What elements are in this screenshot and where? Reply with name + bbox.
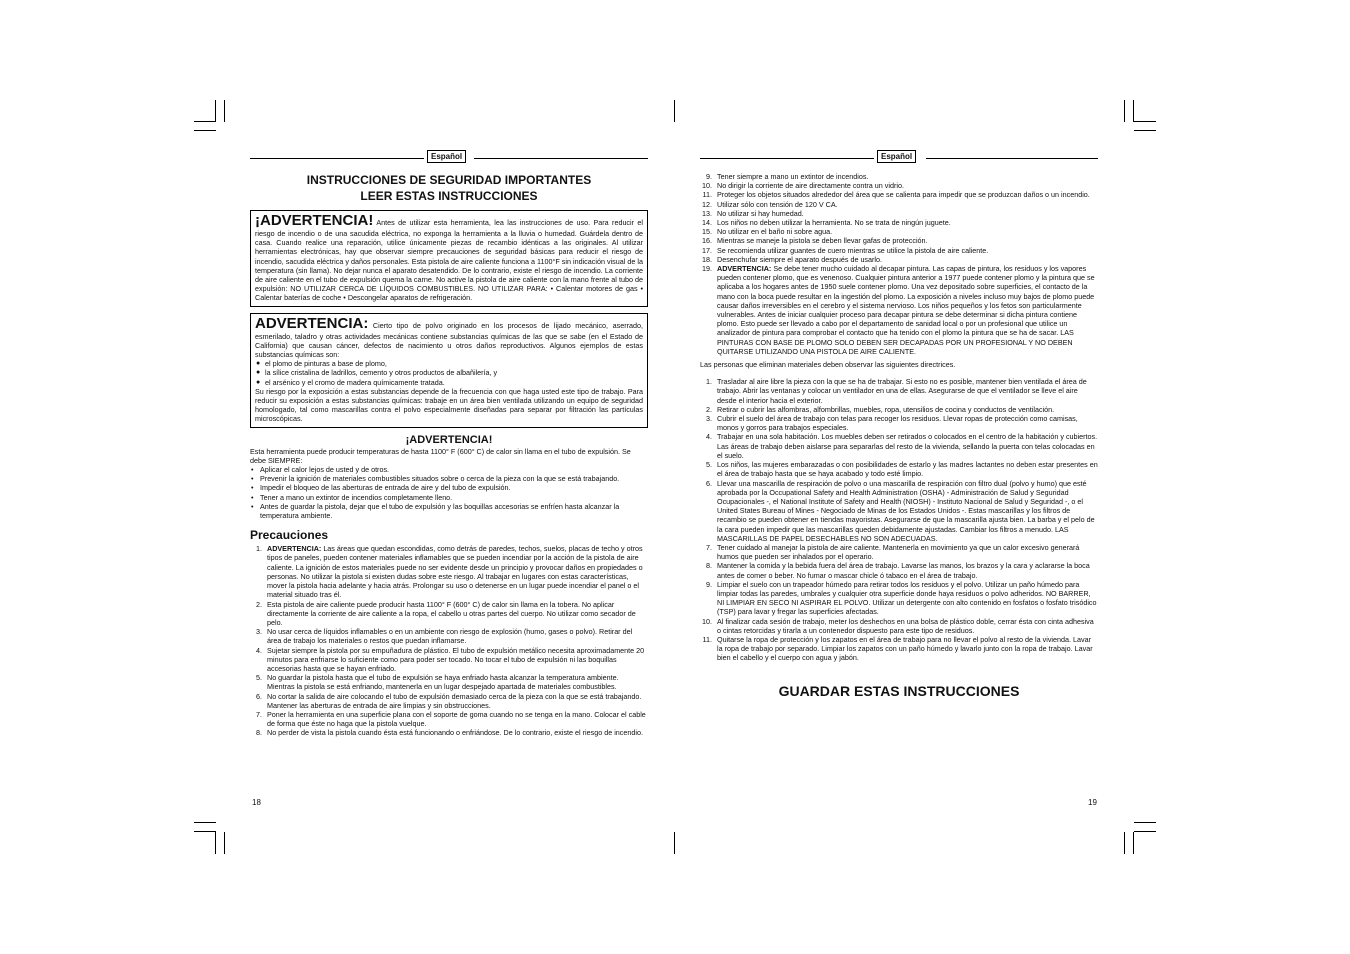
warning-heading: ¡ADVERTENCIA! xyxy=(405,433,493,446)
header-rule xyxy=(700,158,874,159)
list-item xyxy=(700,246,1098,255)
item-text: Trabajar en una sola habitación. Los muebles deben ser retirados o colocados en el centro de la habitación y cubiertos. Las áreas de trabajo deben aislarse para separarlas del resto de la vivienda, sellando la puerta con telas colocadas en el suelo. xyxy=(717,432,1098,460)
item-number: 13. xyxy=(702,208,712,218)
page-number: 18 xyxy=(252,798,261,807)
list-item xyxy=(700,635,1098,663)
rules-list xyxy=(700,172,1098,356)
section-title xyxy=(250,172,648,204)
item-number: 4. xyxy=(706,432,712,442)
item-number: 10. xyxy=(702,181,712,191)
item-number: 9. xyxy=(706,579,712,589)
header-rule xyxy=(250,158,424,159)
item-text: No perder de vista la pistola cuando ésta está funcionando o enfriándose. De lo contrario, existe el riesgo de incendio. xyxy=(267,728,643,738)
item-number: 10. xyxy=(702,616,712,626)
closing-title: GUARDAR ESTAS INSTRUCCIONES xyxy=(778,682,1020,699)
page-18 xyxy=(250,150,648,738)
always-list xyxy=(250,465,648,520)
list-item: • Impedir el bloqueo de las aberturas de entrada de aire y del tubo de expulsión. xyxy=(260,483,648,492)
item-number: 7. xyxy=(706,542,712,552)
list-item xyxy=(700,255,1098,264)
title-line: LEER ESTAS INSTRUCCIONES xyxy=(360,189,538,203)
item-number: 5. xyxy=(706,460,712,470)
warning-intro: Esta herramienta puede producir temperaturas de hasta 1100° F (600° C) de calor sin llama en el tubo de expulsión. Se debe SIEMPRE: xyxy=(250,446,631,465)
language-tag: Español xyxy=(427,150,466,163)
crop-mark xyxy=(194,121,216,122)
list-item xyxy=(700,236,1098,245)
item-number: 18. xyxy=(702,254,712,264)
crop-mark xyxy=(1134,130,1156,131)
crop-mark xyxy=(194,822,216,823)
item-text: Al finalizar cada sesión de trabajo, meter los deshechos en una bolsa de plástico doble, cerrar ésta con cinta adhesiva o cintas retorcidas y tirarla a un contenedor dispuesto para este tipo de residuos. xyxy=(717,616,1094,635)
header-rule xyxy=(474,158,648,159)
item-number: 1. xyxy=(256,544,262,554)
list-item xyxy=(700,617,1098,635)
item-text: Limpiar el suelo con un trapeador húmedo para retirar todos los residuos y el polvo. Utilizar un paño húmedo para limpiar todas las paredes, umbrales y cualquier otra superficie donde haya residuos o polvo adheridos. NO BARRER, NI LIMPIAR EN SECO NI ASPIRAR EL POLVO. Utilizar un detergente con alto contenido en fosfatos o fosfato trisódico (TSP) para lavar y fregar las superficies afectadas. xyxy=(717,579,1097,617)
crop-mark xyxy=(1133,832,1134,854)
item-text: Los niños, las mujeres embarazadas o con posibilidades de estarlo y las madres lactantes no deben estar presentes en el área de trabajo hasta que se haya acabado y todo esté limpio. xyxy=(717,460,1098,479)
title-line: INSTRUCCIONES DE SEGURIDAD IMPORTANTES xyxy=(306,173,592,187)
list-item xyxy=(250,646,648,674)
list-item xyxy=(700,479,1098,543)
list-item xyxy=(700,190,1098,199)
precautions-list xyxy=(250,544,648,737)
item-text: No guardar la pistola hasta que el tubo de expulsión se haya enfriado hasta alcanzar la temperatura ambiente. Mientras la pistola se está enfriando, mantenerla en un lugar despejado apartada de materiales combustibles. xyxy=(267,673,619,692)
item-number: 12. xyxy=(702,199,712,209)
item-number: 1. xyxy=(706,377,712,387)
list-item xyxy=(700,200,1098,209)
item-text: Desenchufar siempre el aparato después de usarlo. xyxy=(717,254,883,264)
item-number: 8. xyxy=(706,561,712,571)
list-item xyxy=(700,209,1098,218)
list-item xyxy=(250,710,648,728)
list-item: ● el arsénico y el cromo de madera químicamente tratada. xyxy=(265,378,643,387)
item-number: 7. xyxy=(256,709,262,719)
list-item xyxy=(700,218,1098,227)
page-19 xyxy=(700,150,1098,699)
warning-heading: ADVERTENCIA: xyxy=(255,314,369,332)
list-item xyxy=(700,432,1098,460)
list-item xyxy=(250,673,648,691)
list-item xyxy=(700,460,1098,478)
page-number: 19 xyxy=(1088,798,1097,807)
list-item xyxy=(700,405,1098,414)
item-number: 9. xyxy=(706,172,712,181)
list-item xyxy=(250,600,648,628)
item-text: Se debe tener mucho cuidado al decapar pintura. Las capas de pintura, los residuos y los vapores pueden contener plomo, que es venenoso. Cualquier pintura anterior a 1977 puede contener plomo y la pintura que se aplicaba a los hogares antes de 1950 suele contener plomo. Una vez depositado sobre superficies, el contacto de la mano con la boca puede resultar en la ingestión del plomo. La exposición a niveles incluso muy bajos de plomo puede causar daños irreversibles en el cerebro y el sistema nervioso. Los niños pequeños y los fetos son particularmente vulnerables. Antes de iniciar cualquier proceso para decapar pintura se debe determinar si dicha pintura contiene plomo. Esto puede ser llevado a cabo por el departamento de sanidad local o por un profesional que utilice un analizador de pintura para comprobar el contacto que ha tenido con el plomo la pintura que se ha de sacar. LAS PINTURAS CON BASE DE PLOMO SOLO DEBEN SER DECAPADAS POR UN PROFESIONAL Y NO DEBEN QUITARSE UTILIZANDO UNA PISTOLA DE AIRE CALIENTE. xyxy=(717,264,1095,356)
list-item xyxy=(250,627,648,645)
item-text: No utilizar si hay humedad. xyxy=(717,208,804,218)
list-item xyxy=(250,692,648,710)
item-warning: ADVERTENCIA: xyxy=(717,264,772,274)
item-number: 5. xyxy=(256,673,262,683)
item-number: 6. xyxy=(706,478,712,488)
item-text: Tener siempre a mano un extintor de incendios. xyxy=(717,172,869,181)
list-item xyxy=(700,181,1098,190)
item-number: 14. xyxy=(702,218,712,228)
item-text: Utilizar sólo con tensión de 120 V CA. xyxy=(717,199,838,209)
lead-intro: Las personas que eliminan materiales deben observar las siguientes directrices. xyxy=(700,360,956,370)
item-text: Trasladar al aire libre la pieza con la que se ha de trabajar. Si esto no es posible, mantener bien ventilada el área de trabajo. Abrir las ventanas y colocar un ventilador en una de ellas. Asegurarse de que el ventilador se lleve el aire desde el interior hacia el exterior. xyxy=(717,377,1087,405)
item-text: Quitarse la ropa de protección y los zapatos en el área de trabajo para no llevar el polvo al resto de la vivienda. Lavar la ropa de trabajo por separado. Limpiar los zapatos con un paño húmedo y lavarlo junto con la ropa de trabajo. Lavar bien el cabello y el cuerpo con agua y jabón. xyxy=(717,634,1093,663)
list-item xyxy=(700,264,1098,356)
crop-mark xyxy=(1124,100,1125,122)
item-text: No usar cerca de líquidos inflamables o en un ambiente con riesgo de explosión (humo, gases o polvo). Retirar del área de trabajo los materiales o restos que puedan inflamarse. xyxy=(267,627,633,646)
crop-mark xyxy=(194,130,216,131)
item-number: 11. xyxy=(702,190,712,200)
crop-mark xyxy=(1134,831,1156,832)
list-item xyxy=(700,414,1098,432)
list-item xyxy=(700,580,1098,617)
item-text: Tener cuidado al manejar la pistola de aire caliente. Mantenerla en movimiento ya que un calor excesivo generará humos que pueden ser inhalados por el operario. xyxy=(717,542,1080,562)
crop-mark xyxy=(674,100,675,122)
page-header xyxy=(250,150,648,164)
item-text: Cubrir el suelo del área de trabajo con telas para recoger los residuos. Llevar ropas de protección como camisas, monos y gorros para trabajos especiales. xyxy=(717,414,1078,433)
item-text: Llevar una mascarilla de respiración de polvo o una mascarilla de respiración con filtro dual (polvo y humo) que esté aprobada por la Occupational Safety and Health Administration (OSHA) - Administración de Salud y Seguridad Ocupacionales -, el National Institute of Safety and Health (NIOSH) - Instituto Nacional de Salud y Seguridad -, o el United States Bureau of Mines - Negociado de Minas de los Estados Unidos -. Estas mascarillas y los filtros de recambio se pueden obtener en tiendas mayoristas. Asegurarse de que la mascarilla ajusta bien. La barba y el pelo de la cara pueden impedir que las mascarillas queden debidamente ajustadas. Cambiar los filtros a menudo. LAS MASCARILLAS DE PAPEL DESECHABLES NO SON ADECUADAS. xyxy=(717,478,1095,543)
page-header xyxy=(700,150,1098,164)
item-number: 2. xyxy=(706,404,712,414)
item-text: No dirigir la corriente de aire directamente contra un vidrio. xyxy=(717,181,904,191)
item-text: No cortar la salida de aire colocando el tubo de expulsión demasiado cerca de la pieza con la que se está trabajando. Mantener las aberturas de entrada de aire limpias y sin obstrucciones. xyxy=(267,691,642,710)
item-number: 3. xyxy=(706,414,712,424)
crop-mark xyxy=(1133,100,1134,122)
item-number: 3. xyxy=(256,627,262,637)
warning-box-1 xyxy=(250,210,648,307)
crop-mark xyxy=(1134,121,1156,122)
list-item xyxy=(700,227,1098,236)
warning-text: Cierto tipo de polvo originado en los procesos de lijado mecánico, aserrado, esmerilado, taladro y otras actividades mecánicas contiene substancias químicas de las que se sabe (en el Estado de California) que causan cáncer, defectos de nacimiento u otros daños reproductivos. Algunos ejemplos de estas substancias químicas son: xyxy=(255,320,643,360)
item-text: Esta pistola de aire caliente puede producir hasta 1100° F (600° C) de calor sin llama en la tobera. No aplicar directamente la corriente de aire caliente a la ropa, el cabello u otras partes del cuerpo. No utilizar como secador de pelo. xyxy=(267,599,636,627)
item-text: Poner la herramienta en una superficie plana con el soporte de goma cuando no se tenga en la mano. Colocar el cable de forma que éste no haga que la pistola vuelque. xyxy=(267,709,646,729)
list-item: • Aplicar el calor lejos de usted y de otros. xyxy=(260,465,648,474)
warning-footer: Su riesgo por la exposición a estas substancias depende de la frecuencia con que haga usted este tipo de trabajo. Para reducir su exposición a estas substancias químicas: trabaje en un área bien ventilada utilizando un equipo de seguridad homologado, tal como mascarillas contra el polvo especialmente diseñadas para separar por filtración las partículas microscópicas. xyxy=(255,386,643,424)
crop-mark xyxy=(215,832,216,854)
list-item: • Prevenir la ignición de materiales combustibles situados sobre o cerca de la pieza con la que se está trabajando. xyxy=(260,474,648,483)
list-item: • Tener a mano un extintor de incendios completamente lleno. xyxy=(260,493,648,502)
warning-box-2 xyxy=(250,313,648,428)
warning-text: Antes de utilizar esta herramienta, lea las instrucciones de uso. Para reducir el riesgo de incendio o de una sacudida eléctrica, no exponga la herramienta a la lluvia o humedad. Guárdela dentro de casa. Cuando realice una reparación, utilice únicamente piezas de recambio idénticas a las originales. Al utilizar herramientas electrónicas, hay que observar siempre precauciones de seguridad básicas para reducir el riesgo de incendio, sacudida eléctrica y daños personales. Esta pistola de aire caliente funciona a 1100°F sin indicación visual de la temperatura (sin llama). No dejar nunca el aparato desatendido. De lo contrario, existe el riesgo de incendio. La corriente de aire caliente en el tubo de expulsión quema la carne. No active la pistola de aire caliente con la mano frente al tubo de expulsión: NO UTILIZAR CERCA DE LÍQUIDOS COMBUSTIBLES. NO UTILIZAR PARA: • Calentar motores de gas • Calentar baterías de coche • Descongelar aparatos de refrigeración. xyxy=(255,218,643,303)
crop-mark xyxy=(224,832,225,854)
chemical-list xyxy=(255,359,643,387)
item-number: 4. xyxy=(256,645,262,655)
list-item xyxy=(700,561,1098,579)
crop-mark xyxy=(215,100,216,122)
language-tag: Español xyxy=(877,150,916,163)
item-number: 8. xyxy=(256,728,262,738)
crop-mark xyxy=(674,832,675,854)
list-item xyxy=(700,377,1098,405)
item-text: Mantener la comida y la bebida fuera del área de trabajo. Lavarse las manos, los brazos y la cara y aclararse la boca antes de comer o beber. No fumar o mascar chicle ó tabaco en el área de trabajo. xyxy=(717,561,1090,580)
crop-mark xyxy=(1124,832,1125,854)
item-text: Las áreas que quedan escondidas, como detrás de paredes, techos, suelos, placas de techo y otros tipos de paneles, pueden contener materiales inflamables que se pueden incendiar por la acción de la pistola de aire caliente. La ignición de estos materiales puede no ser evidente desde un principio y provocar daños en propiedades o personas. No utilizar la pistola si existen dudas sobre este riesgo. Al trabajar en lugares con estas características, mover la pistola hacia adelante y hacia atrás. Prolongar su uso o detenerse en un lugar puede incendiar el panel o el material situado tras él. xyxy=(267,544,643,600)
item-text: Se recomienda utilizar guantes de cuero mientras se utilice la pistola de aire caliente. xyxy=(717,245,989,255)
list-item xyxy=(700,172,1098,181)
item-text: Mientras se maneje la pistola se deben llevar gafas de protección. xyxy=(717,236,928,246)
item-text: Proteger los objetos situados alrededor del área que se calienta para impedir que se produzcan daños o un incendio. xyxy=(717,190,1090,200)
list-item: ● la sílice cristalina de ladrillos, cemento y otros productos de albañilería, y xyxy=(265,368,643,377)
crop-mark xyxy=(1134,822,1156,823)
list-item xyxy=(250,544,648,599)
list-item xyxy=(700,543,1098,561)
list-item: • Antes de guardar la pistola, dejar que el tubo de expulsión y las boquillas accesorias se enfríen hasta alcanzar la temperatura ambiente. xyxy=(260,502,648,520)
crop-mark xyxy=(194,831,216,832)
item-number: 15. xyxy=(702,227,712,237)
crop-mark xyxy=(224,100,225,122)
item-number: 19. xyxy=(702,264,712,274)
item-warning: ADVERTENCIA: xyxy=(267,544,322,554)
header-rule xyxy=(926,158,1098,159)
item-text: Los niños no deben utilizar la herramienta. No se trata de ningún juguete. xyxy=(717,218,951,228)
precautions-heading: Precauciones xyxy=(250,528,329,543)
item-text: Retirar o cubrir las alfombras, alfombrillas, muebles, ropa, utensilios de cocina y conductos de ventilación. xyxy=(717,404,1055,414)
item-number: 2. xyxy=(256,599,262,609)
item-number: 17. xyxy=(702,245,712,255)
list-item: ● el plomo de pinturas a base de plomo, xyxy=(265,359,643,368)
item-number: 6. xyxy=(256,691,262,701)
item-text: No utilizar en el baño ni sobre agua. xyxy=(717,227,833,237)
item-text: Sujetar siempre la pistola por su empuñadura de plástico. El tubo de expulsión metálico necesita aproximadamente 20 minutos para enfriarse lo suficiente como para poder ser tocado. No tocar el tubo de expulsión ni las boquillas accesorias hasta que se hayan enfriado. xyxy=(267,645,645,673)
lead-guidelines-list xyxy=(700,377,1098,662)
item-number: 11. xyxy=(702,634,712,644)
item-number: 16. xyxy=(702,236,712,246)
warning-heading: ¡ADVERTENCIA! xyxy=(255,212,374,229)
list-item xyxy=(250,728,648,737)
